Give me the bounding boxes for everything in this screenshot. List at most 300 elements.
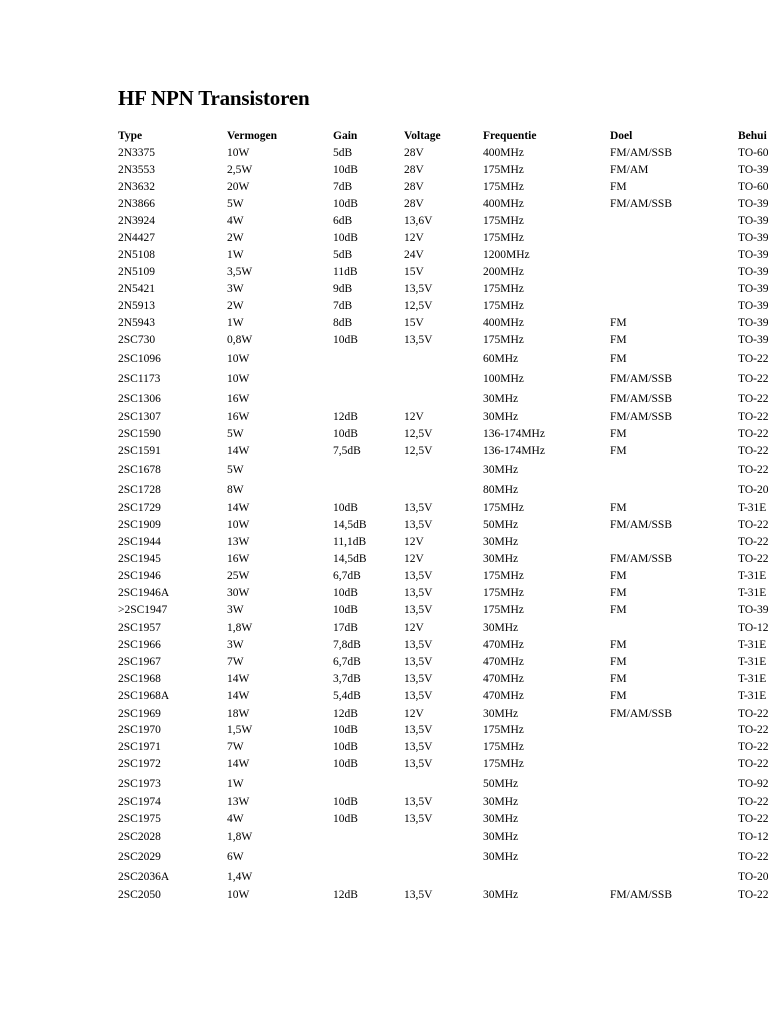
cell-behuizing: TO-20: [738, 871, 768, 883]
cell-behuizing: TO-22: [738, 353, 768, 365]
cell-behuizing: TO-22: [738, 813, 768, 825]
cell-voltage: 28V: [404, 198, 424, 210]
cell-vermogen: 7W: [227, 656, 244, 668]
table-row: [0, 869, 768, 885]
cell-doel: FM: [610, 445, 627, 457]
cell-gain: 10dB: [333, 198, 358, 210]
cell-type: 2SC1975: [118, 813, 161, 825]
table-row: [0, 351, 768, 367]
cell-voltage: 15V: [404, 317, 424, 329]
cell-gain: 14,5dB: [333, 553, 367, 565]
cell-frequentie: 100MHz: [483, 373, 524, 385]
cell-vermogen: 18W: [227, 708, 250, 720]
cell-gain: 10dB: [333, 724, 358, 736]
cell-doel: FM: [610, 334, 627, 346]
cell-frequentie: 30MHz: [483, 622, 519, 634]
page-title: HF NPN Transistoren: [118, 86, 310, 110]
cell-gain: 12dB: [333, 411, 358, 423]
cell-frequentie: 400MHz: [483, 198, 524, 210]
cell-vermogen: 3W: [227, 604, 244, 616]
cell-doel: FM: [610, 353, 627, 365]
cell-frequentie: 175MHz: [483, 300, 524, 312]
cell-behuizing: T-31E: [738, 690, 767, 702]
cell-vermogen: 10W: [227, 373, 250, 385]
cell-voltage: 28V: [404, 181, 424, 193]
cell-type: 2N3375: [118, 147, 156, 159]
cell-behuizing: T-31E: [738, 639, 767, 651]
cell-vermogen: 14W: [227, 690, 250, 702]
cell-gain: 10dB: [333, 604, 358, 616]
cell-behuizing: TO-39: [738, 334, 768, 346]
cell-behuizing: TO-22: [738, 373, 768, 385]
cell-vermogen: 14W: [227, 445, 250, 457]
cell-frequentie: 30MHz: [483, 831, 519, 843]
header-frequentie: Frequentie: [483, 130, 537, 142]
cell-voltage: 13,5V: [404, 604, 433, 616]
cell-frequentie: 470MHz: [483, 673, 524, 685]
cell-vermogen: 20W: [227, 181, 250, 193]
cell-voltage: 13,5V: [404, 656, 433, 668]
table-row: [0, 776, 768, 792]
cell-doel: FM: [610, 181, 627, 193]
header-gain: Gain: [333, 130, 358, 142]
cell-behuizing: TO-22: [738, 758, 768, 770]
table-row: [0, 722, 768, 738]
cell-behuizing: TO-22: [738, 708, 768, 720]
cell-type: 2SC2036A: [118, 871, 170, 883]
table-row: [0, 482, 768, 498]
cell-voltage: 13,5V: [404, 283, 433, 295]
cell-type: 2SC1306: [118, 393, 161, 405]
cell-type: 2SC2029: [118, 851, 161, 863]
header-vermogen: Vermogen: [227, 130, 278, 142]
cell-vermogen: 3W: [227, 639, 244, 651]
cell-type: 2N5108: [118, 249, 156, 261]
table-row: [0, 281, 768, 297]
cell-gain: 3,7dB: [333, 673, 361, 685]
cell-type: 2SC1678: [118, 464, 161, 476]
cell-type: 2SC1591: [118, 445, 161, 457]
cell-gain: 10dB: [333, 796, 358, 808]
cell-type: 2SC1973: [118, 778, 161, 790]
cell-behuizing: TO-92: [738, 778, 768, 790]
cell-doel: FM/AM/SSB: [610, 411, 673, 423]
cell-voltage: 13,5V: [404, 724, 433, 736]
cell-behuizing: TO-39: [738, 317, 768, 329]
cell-type: 2SC1946: [118, 570, 161, 582]
cell-frequentie: 470MHz: [483, 690, 524, 702]
cell-voltage: 13,5V: [404, 639, 433, 651]
table-row: [0, 568, 768, 584]
cell-vermogen: 1W: [227, 317, 244, 329]
cell-voltage: 13,5V: [404, 519, 433, 531]
cell-type: 2SC2050: [118, 889, 161, 901]
cell-vermogen: 2,5W: [227, 164, 253, 176]
cell-type: 2SC1729: [118, 502, 161, 514]
table-row: [0, 298, 768, 314]
cell-vermogen: 10W: [227, 889, 250, 901]
cell-type: 2N4427: [118, 232, 156, 244]
cell-behuizing: TO-60: [738, 181, 768, 193]
cell-vermogen: 14W: [227, 758, 250, 770]
header-behuizing: Behui: [738, 130, 767, 142]
cell-frequentie: 30MHz: [483, 889, 519, 901]
table-row: [0, 264, 768, 280]
table-header: [0, 128, 768, 144]
table-row: [0, 671, 768, 687]
table-row: [0, 517, 768, 533]
cell-frequentie: 175MHz: [483, 587, 524, 599]
cell-type: 2N3924: [118, 215, 156, 227]
cell-voltage: 28V: [404, 147, 424, 159]
cell-gain: 7dB: [333, 181, 353, 193]
cell-gain: 10dB: [333, 758, 358, 770]
cell-voltage: 13,5V: [404, 673, 433, 685]
cell-doel: FM/AM/SSB: [610, 393, 673, 405]
cell-gain: 10dB: [333, 502, 358, 514]
table-row: [0, 534, 768, 550]
cell-frequentie: 175MHz: [483, 604, 524, 616]
table-row: [0, 739, 768, 755]
cell-type: 2N3553: [118, 164, 156, 176]
cell-voltage: 12,5V: [404, 300, 433, 312]
cell-frequentie: 1200MHz: [483, 249, 530, 261]
table-row: [0, 811, 768, 827]
cell-type: 2SC1971: [118, 741, 161, 753]
cell-gain: 14,5dB: [333, 519, 367, 531]
cell-gain: 10dB: [333, 334, 358, 346]
cell-vermogen: 1,8W: [227, 831, 253, 843]
cell-frequentie: 30MHz: [483, 813, 519, 825]
cell-gain: 5dB: [333, 249, 353, 261]
header-voltage: Voltage: [404, 130, 441, 142]
cell-vermogen: 14W: [227, 673, 250, 685]
cell-frequentie: 30MHz: [483, 411, 519, 423]
cell-frequentie: 60MHz: [483, 353, 519, 365]
cell-frequentie: 175MHz: [483, 215, 524, 227]
cell-vermogen: 2W: [227, 232, 244, 244]
cell-behuizing: TO-39: [738, 232, 768, 244]
cell-behuizing: T-31E: [738, 570, 767, 582]
cell-type: 2SC1945: [118, 553, 161, 565]
cell-frequentie: 30MHz: [483, 536, 519, 548]
cell-voltage: 12,5V: [404, 428, 433, 440]
cell-vermogen: 6W: [227, 851, 244, 863]
cell-voltage: 12V: [404, 536, 424, 548]
cell-doel: FM/AM: [610, 164, 649, 176]
cell-gain: 7,5dB: [333, 445, 361, 457]
cell-frequentie: 136-174MHz: [483, 428, 545, 440]
cell-voltage: 12V: [404, 708, 424, 720]
cell-gain: 6,7dB: [333, 656, 361, 668]
cell-gain: 11dB: [333, 266, 358, 278]
cell-vermogen: 1W: [227, 778, 244, 790]
cell-voltage: 12,5V: [404, 445, 433, 457]
cell-frequentie: 30MHz: [483, 851, 519, 863]
cell-vermogen: 16W: [227, 393, 250, 405]
cell-doel: FM/AM/SSB: [610, 708, 673, 720]
table-row: [0, 602, 768, 618]
cell-type: 2SC1590: [118, 428, 161, 440]
cell-type: 2SC1970: [118, 724, 161, 736]
cell-type: 2SC1972: [118, 758, 161, 770]
cell-frequentie: 470MHz: [483, 656, 524, 668]
cell-vermogen: 10W: [227, 519, 250, 531]
cell-vermogen: 7W: [227, 741, 244, 753]
cell-voltage: 12V: [404, 622, 424, 634]
cell-behuizing: TO-60: [738, 147, 768, 159]
cell-doel: FM/AM/SSB: [610, 147, 673, 159]
cell-voltage: 13,5V: [404, 741, 433, 753]
cell-frequentie: 175MHz: [483, 283, 524, 295]
cell-vermogen: 1,4W: [227, 871, 253, 883]
cell-behuizing: TO-20: [738, 484, 768, 496]
table-row: [0, 179, 768, 195]
cell-vermogen: 10W: [227, 353, 250, 365]
cell-behuizing: TO-12: [738, 831, 768, 843]
cell-voltage: 13,5V: [404, 758, 433, 770]
cell-behuizing: TO-22: [738, 796, 768, 808]
cell-frequentie: 50MHz: [483, 519, 519, 531]
cell-type: 2N3632: [118, 181, 156, 193]
table-row: [0, 391, 768, 407]
cell-behuizing: T-31E: [738, 587, 767, 599]
table-row: [0, 637, 768, 653]
table-row: [0, 829, 768, 845]
cell-behuizing: TO-22: [738, 445, 768, 457]
table-row: [0, 849, 768, 865]
table-row: [0, 443, 768, 459]
cell-behuizing: TO-39: [738, 198, 768, 210]
cell-gain: 7dB: [333, 300, 353, 312]
cell-frequentie: 175MHz: [483, 758, 524, 770]
table-row: [0, 213, 768, 229]
cell-type: 2SC1909: [118, 519, 161, 531]
cell-type: 2SC1968: [118, 673, 161, 685]
cell-type: 2SC2028: [118, 831, 161, 843]
cell-vermogen: 13W: [227, 796, 250, 808]
cell-voltage: 12V: [404, 553, 424, 565]
cell-behuizing: TO-39: [738, 300, 768, 312]
cell-gain: 5,4dB: [333, 690, 361, 702]
table-row: [0, 462, 768, 478]
cell-behuizing: TO-22: [738, 553, 768, 565]
cell-behuizing: TO-22: [738, 851, 768, 863]
cell-behuizing: TO-39: [738, 283, 768, 295]
cell-doel: FM: [610, 656, 627, 668]
cell-behuizing: TO-39: [738, 164, 768, 176]
cell-voltage: 13,5V: [404, 813, 433, 825]
cell-doel: FM: [610, 690, 627, 702]
table-row: [0, 794, 768, 810]
cell-doel: FM: [610, 587, 627, 599]
cell-type: 2SC1944: [118, 536, 161, 548]
cell-vermogen: 3,5W: [227, 266, 253, 278]
cell-behuizing: TO-39: [738, 215, 768, 227]
cell-vermogen: 16W: [227, 553, 250, 565]
cell-doel: FM/AM/SSB: [610, 889, 673, 901]
cell-behuizing: TO-39: [738, 604, 768, 616]
cell-type: 2SC1966: [118, 639, 161, 651]
cell-behuizing: T-31E: [738, 673, 767, 685]
cell-voltage: 13,5V: [404, 796, 433, 808]
cell-behuizing: TO-39: [738, 266, 768, 278]
cell-voltage: 15V: [404, 266, 424, 278]
cell-frequentie: 400MHz: [483, 147, 524, 159]
table-row: [0, 887, 768, 903]
cell-frequentie: 30MHz: [483, 393, 519, 405]
table-row: [0, 585, 768, 601]
cell-vermogen: 5W: [227, 464, 244, 476]
cell-behuizing: TO-22: [738, 741, 768, 753]
table-row: [0, 315, 768, 331]
cell-frequentie: 175MHz: [483, 741, 524, 753]
cell-behuizing: TO-22: [738, 428, 768, 440]
cell-type: >2SC1947: [118, 604, 168, 616]
header-doel: Doel: [610, 130, 633, 142]
cell-doel: FM/AM/SSB: [610, 198, 673, 210]
cell-gain: 12dB: [333, 708, 358, 720]
cell-frequentie: 200MHz: [483, 266, 524, 278]
cell-type: 2SC1307: [118, 411, 161, 423]
cell-vermogen: 14W: [227, 502, 250, 514]
cell-behuizing: TO-22: [738, 393, 768, 405]
cell-voltage: 13,5V: [404, 570, 433, 582]
cell-gain: 5dB: [333, 147, 353, 159]
cell-frequentie: 30MHz: [483, 708, 519, 720]
cell-behuizing: TO-22: [738, 536, 768, 548]
cell-type: 2N5421: [118, 283, 156, 295]
cell-gain: 8dB: [333, 317, 353, 329]
cell-type: 2SC1969: [118, 708, 161, 720]
cell-type: 2SC1968A: [118, 690, 170, 702]
cell-type: 2SC1728: [118, 484, 161, 496]
cell-frequentie: 136-174MHz: [483, 445, 545, 457]
table-row: [0, 426, 768, 442]
cell-type: 2SC1967: [118, 656, 161, 668]
cell-voltage: 13,6V: [404, 215, 433, 227]
table-row: [0, 620, 768, 636]
cell-frequentie: 30MHz: [483, 796, 519, 808]
cell-vermogen: 1W: [227, 249, 244, 261]
cell-behuizing: TO-39: [738, 249, 768, 261]
cell-type: 2SC1173: [118, 373, 161, 385]
cell-frequentie: 175MHz: [483, 181, 524, 193]
cell-gain: 10dB: [333, 813, 358, 825]
table-row: [0, 196, 768, 212]
cell-frequentie: 175MHz: [483, 164, 524, 176]
cell-type: 2SC1096: [118, 353, 161, 365]
cell-voltage: 24V: [404, 249, 424, 261]
cell-doel: FM/AM/SSB: [610, 519, 673, 531]
cell-type: 2SC1974: [118, 796, 161, 808]
cell-type: 2SC1957: [118, 622, 161, 634]
cell-frequentie: 30MHz: [483, 464, 519, 476]
cell-behuizing: TO-12: [738, 622, 768, 634]
cell-voltage: 12V: [404, 232, 424, 244]
cell-voltage: 13,5V: [404, 889, 433, 901]
table-row: [0, 500, 768, 516]
cell-frequentie: 50MHz: [483, 778, 519, 790]
cell-gain: 10dB: [333, 428, 358, 440]
cell-doel: FM: [610, 502, 627, 514]
cell-type: 2N5943: [118, 317, 156, 329]
cell-vermogen: 5W: [227, 198, 244, 210]
cell-gain: 10dB: [333, 232, 358, 244]
cell-behuizing: TO-22: [738, 464, 768, 476]
cell-frequentie: 80MHz: [483, 484, 519, 496]
cell-behuizing: TO-22: [738, 724, 768, 736]
cell-vermogen: 10W: [227, 147, 250, 159]
cell-behuizing: T-31E: [738, 502, 767, 514]
table-row: [0, 688, 768, 704]
cell-frequentie: 30MHz: [483, 553, 519, 565]
cell-doel: FM: [610, 428, 627, 440]
cell-vermogen: 1,8W: [227, 622, 253, 634]
cell-type: 2N5109: [118, 266, 156, 278]
cell-behuizing: T-31E: [738, 656, 767, 668]
cell-vermogen: 1,5W: [227, 724, 253, 736]
table-row: [0, 706, 768, 722]
table-row: [0, 371, 768, 387]
cell-gain: 6dB: [333, 215, 353, 227]
cell-gain: 10dB: [333, 741, 358, 753]
cell-gain: 12dB: [333, 889, 358, 901]
cell-type: 2N5913: [118, 300, 156, 312]
cell-frequentie: 470MHz: [483, 639, 524, 651]
cell-vermogen: 2W: [227, 300, 244, 312]
cell-vermogen: 3W: [227, 283, 244, 295]
cell-frequentie: 175MHz: [483, 570, 524, 582]
cell-gain: 11,1dB: [333, 536, 367, 548]
cell-doel: FM: [610, 673, 627, 685]
cell-vermogen: 16W: [227, 411, 250, 423]
cell-type: 2SC1946A: [118, 587, 170, 599]
header-type: Type: [118, 130, 143, 142]
cell-vermogen: 30W: [227, 587, 250, 599]
cell-vermogen: 5W: [227, 428, 244, 440]
cell-frequentie: 175MHz: [483, 502, 524, 514]
cell-gain: 7,8dB: [333, 639, 361, 651]
table-row: [0, 409, 768, 425]
cell-frequentie: 175MHz: [483, 334, 524, 346]
cell-type: 2N3866: [118, 198, 156, 210]
cell-behuizing: TO-22: [738, 889, 768, 901]
cell-voltage: 13,5V: [404, 502, 433, 514]
cell-gain: 9dB: [333, 283, 353, 295]
table-row: [0, 145, 768, 161]
cell-vermogen: 13W: [227, 536, 250, 548]
table-row: [0, 654, 768, 670]
table-row: [0, 332, 768, 348]
table-row: [0, 756, 768, 772]
cell-voltage: 13,5V: [404, 690, 433, 702]
cell-doel: FM: [610, 570, 627, 582]
cell-doel: FM: [610, 317, 627, 329]
cell-doel: FM: [610, 639, 627, 651]
cell-doel: FM: [610, 604, 627, 616]
cell-voltage: 28V: [404, 164, 424, 176]
cell-gain: 6,7dB: [333, 570, 361, 582]
cell-vermogen: 8W: [227, 484, 244, 496]
cell-vermogen: 4W: [227, 215, 244, 227]
cell-frequentie: 400MHz: [483, 317, 524, 329]
table-row: [0, 247, 768, 263]
cell-vermogen: 4W: [227, 813, 244, 825]
cell-voltage: 12V: [404, 411, 424, 423]
cell-voltage: 13,5V: [404, 334, 433, 346]
cell-behuizing: TO-22: [738, 411, 768, 423]
